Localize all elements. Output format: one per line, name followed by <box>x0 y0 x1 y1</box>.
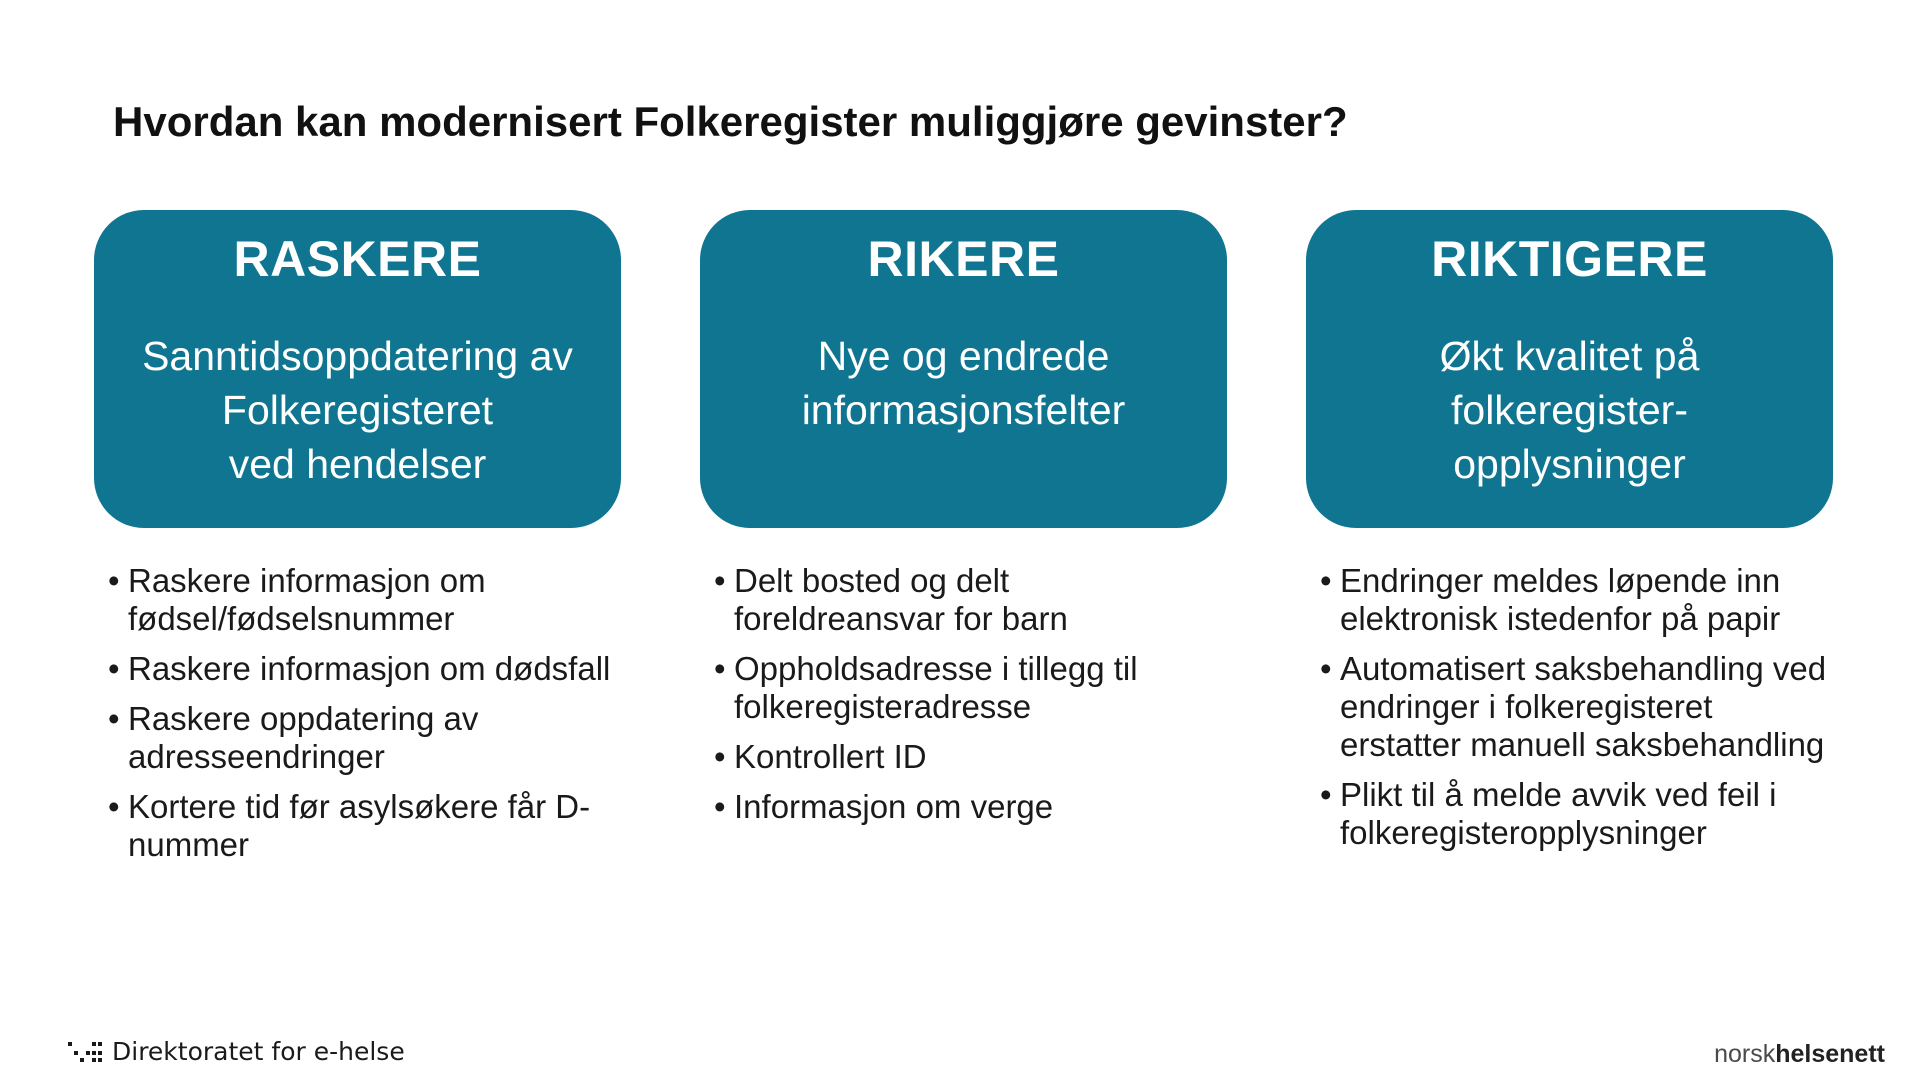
bullet-icon: • <box>108 788 120 825</box>
bullet-icon: • <box>714 788 726 825</box>
box-heading: RIKTIGERE <box>1431 231 1708 287</box>
bullet-item <box>714 650 1227 726</box>
bullet-text: Automatisert saksbehandling ved endringer i folkeregisteret erstatter manuell saksbehandling <box>1340 650 1827 763</box>
box-subtitle-line: folkeregister- <box>1451 387 1688 433</box>
bullet-item <box>714 562 1227 638</box>
box-subtitle <box>1306 329 1833 491</box>
bullet-list <box>700 562 1227 826</box>
box-heading: RIKERE <box>867 231 1060 287</box>
direktoratet-logo-text: Direktoratet for e-helse <box>112 1037 405 1066</box>
heading-box <box>1306 210 1833 528</box>
bullet-text: Informasjon om verge <box>734 788 1054 825</box>
bullet-text: Kontrollert ID <box>734 738 927 775</box>
bullet-item <box>108 650 621 688</box>
bullet-item <box>108 562 621 638</box>
column-rikere <box>700 210 1227 838</box>
bullet-icon: • <box>714 738 726 775</box>
box-subtitle-line: informasjonsfelter <box>801 387 1126 433</box>
box-subtitle-line: opplysninger <box>1453 441 1686 487</box>
bullet-item <box>714 788 1227 826</box>
bullet-item <box>108 788 621 864</box>
bullet-icon: • <box>1320 650 1332 687</box>
brand-text-bold: helsenett <box>1775 1040 1885 1068</box>
bullet-text: Raskere informasjon om dødsfall <box>128 650 611 687</box>
bullet-icon: • <box>714 562 726 599</box>
box-subtitle-line: Økt kvalitet på <box>1439 333 1700 379</box>
box-subtitle <box>94 329 621 491</box>
bullet-text: Oppholdsadresse i tillegg til folkeregisteradresse <box>734 650 1138 725</box>
bullet-text: Raskere oppdatering av adresseendringer <box>128 700 479 775</box>
box-subtitle-line: Sanntidsoppdatering av <box>142 333 573 379</box>
bullet-icon: • <box>714 650 726 687</box>
bullet-text: Endringer meldes løpende inn elektronisk istedenfor på papir <box>1340 562 1781 637</box>
bullet-list <box>1306 562 1833 852</box>
bullet-item <box>714 738 1227 776</box>
norsk-helsenett-logo <box>1714 1040 1885 1069</box>
bullet-text: Kortere tid før asylsøkere får D-nummer <box>128 788 591 863</box>
bullet-icon: • <box>108 650 120 687</box>
column-riktigere <box>1306 210 1833 864</box>
bullet-item <box>108 700 621 776</box>
bullet-icon: • <box>1320 776 1332 813</box>
box-subtitle-line: Folkeregisteret <box>221 387 494 433</box>
brand-text-light: norsk <box>1714 1040 1776 1068</box>
dots-grid-icon <box>68 1040 102 1064</box>
box-subtitle <box>700 329 1227 437</box>
bullet-list <box>94 562 621 864</box>
box-subtitle-line: ved hendelser <box>228 441 487 487</box>
column-raskere <box>94 210 621 876</box>
bullet-text: Raskere informasjon om fødsel/fødselsnummer <box>128 562 486 637</box>
box-heading: RASKERE <box>233 231 482 287</box>
heading-box <box>700 210 1227 528</box>
page-title: Hvordan kan modernisert Folkeregister muliggjøre gevinster? <box>113 98 1348 145</box>
bullet-icon: • <box>1320 562 1332 599</box>
bullet-icon: • <box>108 700 120 737</box>
bullet-icon: • <box>108 562 120 599</box>
box-subtitle-line: Nye og endrede <box>817 333 1110 379</box>
bullet-item <box>1320 562 1833 638</box>
bullet-item <box>1320 650 1833 764</box>
bullet-text: Delt bosted og delt foreldreansvar for barn <box>734 562 1068 637</box>
direktoratet-logo <box>68 1037 405 1066</box>
heading-box <box>94 210 621 528</box>
bullet-text: Plikt til å melde avvik ved feil i folkeregisteropplysninger <box>1340 776 1777 851</box>
bullet-item <box>1320 776 1833 852</box>
